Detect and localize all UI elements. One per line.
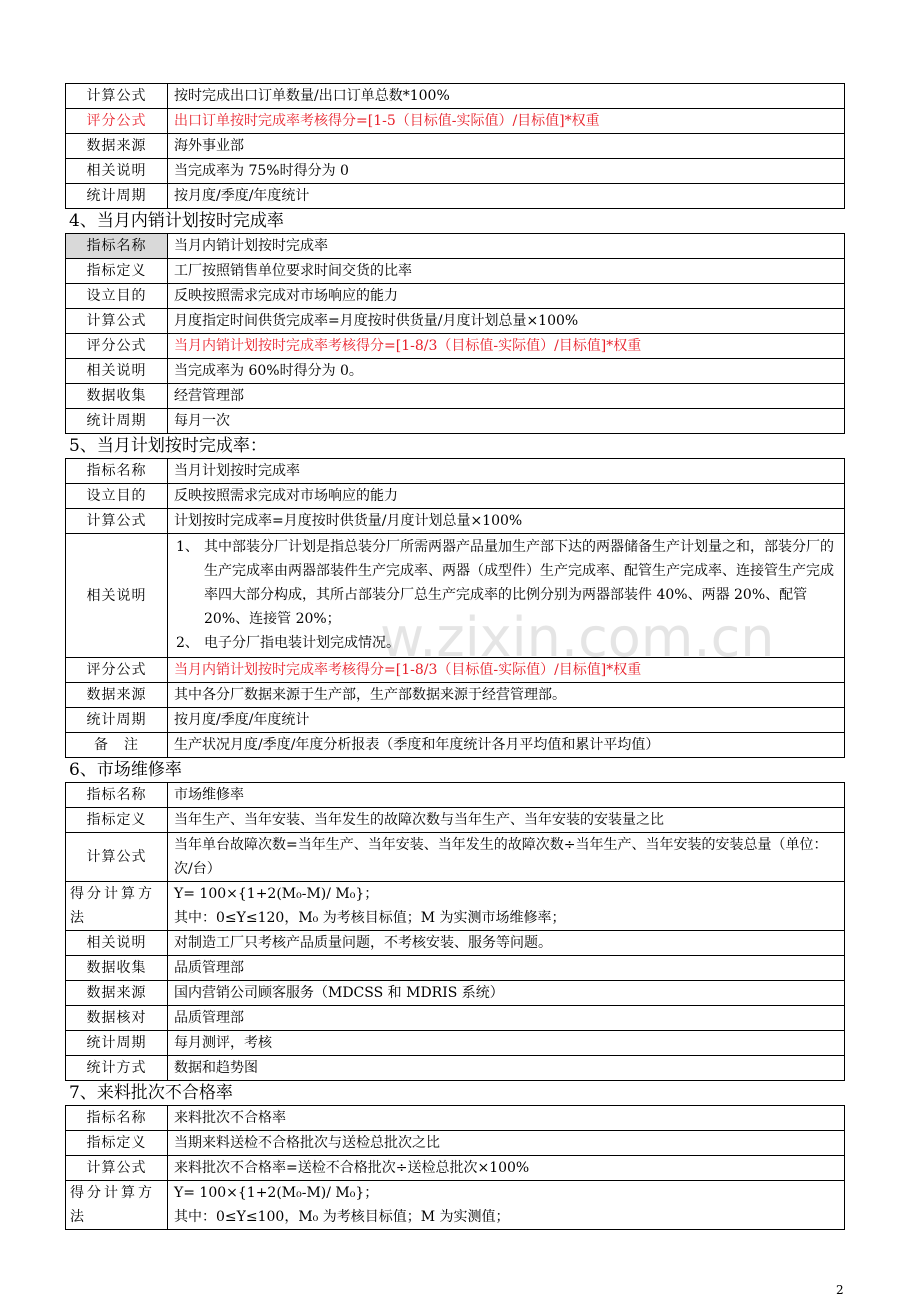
row-key: 指标定义 bbox=[66, 259, 168, 284]
row-value: 来料批次不合格率 bbox=[168, 1106, 845, 1131]
row-value: 数据和趋势图 bbox=[168, 1056, 845, 1081]
section6-table bbox=[65, 782, 845, 1081]
table-row bbox=[66, 981, 845, 1006]
row-key: 相关说明 bbox=[66, 534, 168, 658]
formula-line: Y= 100×{1+2(M₀-M)/ M₀}； bbox=[174, 886, 379, 902]
row-value: 每月一次 bbox=[168, 409, 845, 434]
table-row bbox=[66, 1106, 845, 1131]
row-value: 生产状况月度/季度/年度分析报表（季度和年度统计各月平均值和累计平均值） bbox=[168, 733, 845, 758]
row-value: 出口订单按时完成率考核得分=[1-5（目标值-实际值）/目标值]*权重 bbox=[168, 109, 845, 134]
row-key: 统计周期 bbox=[66, 409, 168, 434]
row-key: 统计周期 bbox=[66, 184, 168, 209]
row-key: 指标名称 bbox=[66, 459, 168, 484]
table-row bbox=[66, 783, 845, 808]
row-value bbox=[168, 534, 845, 658]
table-row bbox=[66, 683, 845, 708]
row-value bbox=[168, 1181, 845, 1230]
row-value: 按月度/季度/年度统计 bbox=[168, 708, 845, 733]
table-row bbox=[66, 1156, 845, 1181]
section-title: 7、来料批次不合格率 bbox=[69, 1083, 233, 1103]
row-value: 每月测评，考核 bbox=[168, 1031, 845, 1056]
row-key: 设立目的 bbox=[66, 284, 168, 309]
table-row bbox=[66, 409, 845, 434]
row-value: 对制造工厂只考核产品质量问题，不考核安装、服务等问题。 bbox=[168, 931, 845, 956]
page-number: 2 bbox=[836, 1283, 844, 1297]
section5-table bbox=[65, 458, 845, 758]
row-key-line: 得分计算方 bbox=[70, 886, 155, 902]
row-value: 工厂按照销售单位要求时间交货的比率 bbox=[168, 259, 845, 284]
row-key: 数据收集 bbox=[66, 956, 168, 981]
formula-line: 其中：0≤Y≤100，M₀ 为考核目标值；M 为实测值； bbox=[174, 1209, 510, 1225]
row-value: 月度指定时间供货完成率=月度按时供货量/月度计划总量×100% bbox=[168, 309, 845, 334]
table-row bbox=[66, 1131, 845, 1156]
watermark: w.zixin.com.cn bbox=[380, 606, 775, 669]
row-value: 国内营销公司顾客服务（MDCSS 和 MDRIS 系统） bbox=[168, 981, 845, 1006]
list-text: 其中部装分厂计划是指总装分厂所需两器产品量加生产部下达的两器储备生产计划量之和，部装分厂的生产完成率由两器部装件生产完成率、两器（成型件）生产完成率、配管生产完成率、连接管生产完成率四大部分构成，其所占部装分厂总生产完成率的比例分别为两器部装件 40%、两器 20%、配管 20%、连接管 20%； bbox=[204, 539, 834, 627]
table-row bbox=[66, 384, 845, 409]
table-row bbox=[66, 84, 845, 109]
row-key: 相关说明 bbox=[66, 931, 168, 956]
table-row bbox=[66, 159, 845, 184]
row-value: 当完成率为 60%时得分为 0。 bbox=[168, 359, 845, 384]
row-value: 反映按照需求完成对市场响应的能力 bbox=[168, 284, 845, 309]
row-key bbox=[66, 1181, 168, 1230]
row-key-line: 得分计算方 bbox=[70, 1185, 155, 1201]
row-key: 计算公式 bbox=[66, 309, 168, 334]
section-title: 4、当月内销计划按时完成率 bbox=[69, 211, 284, 231]
list-item bbox=[174, 631, 838, 655]
row-value: 当期来料送检不合格批次与送检总批次之比 bbox=[168, 1131, 845, 1156]
row-value: 当月内销计划按时完成率 bbox=[168, 234, 845, 259]
row-key: 指标名称 bbox=[66, 234, 168, 259]
row-key: 评分公式 bbox=[66, 109, 168, 134]
table-row bbox=[66, 259, 845, 284]
row-key: 相关说明 bbox=[66, 159, 168, 184]
table-row bbox=[66, 833, 845, 882]
table-row bbox=[66, 509, 845, 534]
table-row bbox=[66, 309, 845, 334]
table-row bbox=[66, 184, 845, 209]
row-value: 当月计划按时完成率 bbox=[168, 459, 845, 484]
table-row bbox=[66, 1031, 845, 1056]
row-key: 相关说明 bbox=[66, 359, 168, 384]
row-value bbox=[168, 882, 845, 931]
table-row bbox=[66, 334, 845, 359]
row-value: 当年生产、当年安装、当年发生的故障次数与当年生产、当年安装的安装量之比 bbox=[168, 808, 845, 833]
table-row bbox=[66, 1006, 845, 1031]
row-key: 指标定义 bbox=[66, 808, 168, 833]
list-item bbox=[174, 535, 838, 631]
formula-line: 其中：0≤Y≤120，M₀ 为考核目标值；M 为实测市场维修率； bbox=[174, 910, 566, 926]
row-key: 数据来源 bbox=[66, 134, 168, 159]
table-row bbox=[66, 733, 845, 758]
list-number: 2、 bbox=[176, 635, 199, 651]
row-key: 数据来源 bbox=[66, 981, 168, 1006]
table-row bbox=[66, 931, 845, 956]
row-key: 指标名称 bbox=[66, 1106, 168, 1131]
section7-table bbox=[65, 1105, 845, 1230]
row-key: 计算公式 bbox=[66, 1156, 168, 1181]
row-key: 设立目的 bbox=[66, 484, 168, 509]
row-key: 指标名称 bbox=[66, 783, 168, 808]
row-value: 当月内销计划按时完成率考核得分=[1-8/3（目标值-实际值）/目标值]*权重 bbox=[168, 334, 845, 359]
list-number: 1、 bbox=[176, 539, 199, 555]
row-key: 统计周期 bbox=[66, 708, 168, 733]
section-title: 5、当月计划按时完成率： bbox=[69, 436, 267, 456]
document-page bbox=[65, 83, 845, 1230]
table-row bbox=[66, 534, 845, 658]
row-value: 当年单台故障次数=当年生产、当年安装、当年发生的故障次数÷当年生产、当年安装的安装总量（单位：次/台） bbox=[168, 833, 845, 882]
row-key: 统计方式 bbox=[66, 1056, 168, 1081]
table-row bbox=[66, 284, 845, 309]
row-value: 经营管理部 bbox=[168, 384, 845, 409]
notes-list bbox=[174, 535, 838, 655]
row-value: 按时完成出口订单数量/出口订单总数*100% bbox=[168, 84, 845, 109]
row-key: 计算公式 bbox=[66, 84, 168, 109]
table-row bbox=[66, 359, 845, 384]
row-key: 计算公式 bbox=[66, 833, 168, 882]
row-value: 市场维修率 bbox=[168, 783, 845, 808]
row-value: 当完成率为 75%时得分为 0 bbox=[168, 159, 845, 184]
row-value: 计划按时完成率=月度按时供货量/月度计划总量×100% bbox=[168, 509, 845, 534]
table-row bbox=[66, 109, 845, 134]
table-row bbox=[66, 808, 845, 833]
table-row bbox=[66, 459, 845, 484]
row-value: 来料批次不合格率=送检不合格批次÷送检总批次×100% bbox=[168, 1156, 845, 1181]
row-key bbox=[66, 882, 168, 931]
row-key: 指标定义 bbox=[66, 1131, 168, 1156]
row-key: 数据收集 bbox=[66, 384, 168, 409]
row-key-line: 法 bbox=[70, 910, 85, 926]
section-title: 6、市场维修率 bbox=[69, 760, 182, 780]
table-row bbox=[66, 708, 845, 733]
formula-line: Y= 100×{1+2(M₀-M)/ M₀}； bbox=[174, 1185, 379, 1201]
table-row bbox=[66, 1056, 845, 1081]
row-value: 品质管理部 bbox=[168, 956, 845, 981]
row-key: 数据来源 bbox=[66, 683, 168, 708]
row-key: 统计周期 bbox=[66, 1031, 168, 1056]
list-text: 电子分厂指电装计划完成情况。 bbox=[204, 635, 400, 651]
row-value: 反映按照需求完成对市场响应的能力 bbox=[168, 484, 845, 509]
section4-table bbox=[65, 233, 845, 434]
row-key-line: 法 bbox=[70, 1209, 85, 1225]
row-value: 当月内销计划按时完成率考核得分=[1-8/3（目标值-实际值）/目标值]*权重 bbox=[168, 658, 845, 683]
row-key: 备 注 bbox=[66, 733, 168, 758]
row-value: 品质管理部 bbox=[168, 1006, 845, 1031]
row-value: 按月度/季度/年度统计 bbox=[168, 184, 845, 209]
table-row bbox=[66, 882, 845, 931]
row-key: 数据核对 bbox=[66, 1006, 168, 1031]
row-key: 评分公式 bbox=[66, 334, 168, 359]
table-row bbox=[66, 658, 845, 683]
export-order-table bbox=[65, 83, 845, 209]
table-row bbox=[66, 1181, 845, 1230]
row-key: 评分公式 bbox=[66, 658, 168, 683]
table-row bbox=[66, 484, 845, 509]
row-value: 海外事业部 bbox=[168, 134, 845, 159]
row-key: 计算公式 bbox=[66, 509, 168, 534]
row-value: 其中各分厂数据来源于生产部，生产部数据来源于经营管理部。 bbox=[168, 683, 845, 708]
table-row bbox=[66, 234, 845, 259]
table-row bbox=[66, 956, 845, 981]
table-row bbox=[66, 134, 845, 159]
